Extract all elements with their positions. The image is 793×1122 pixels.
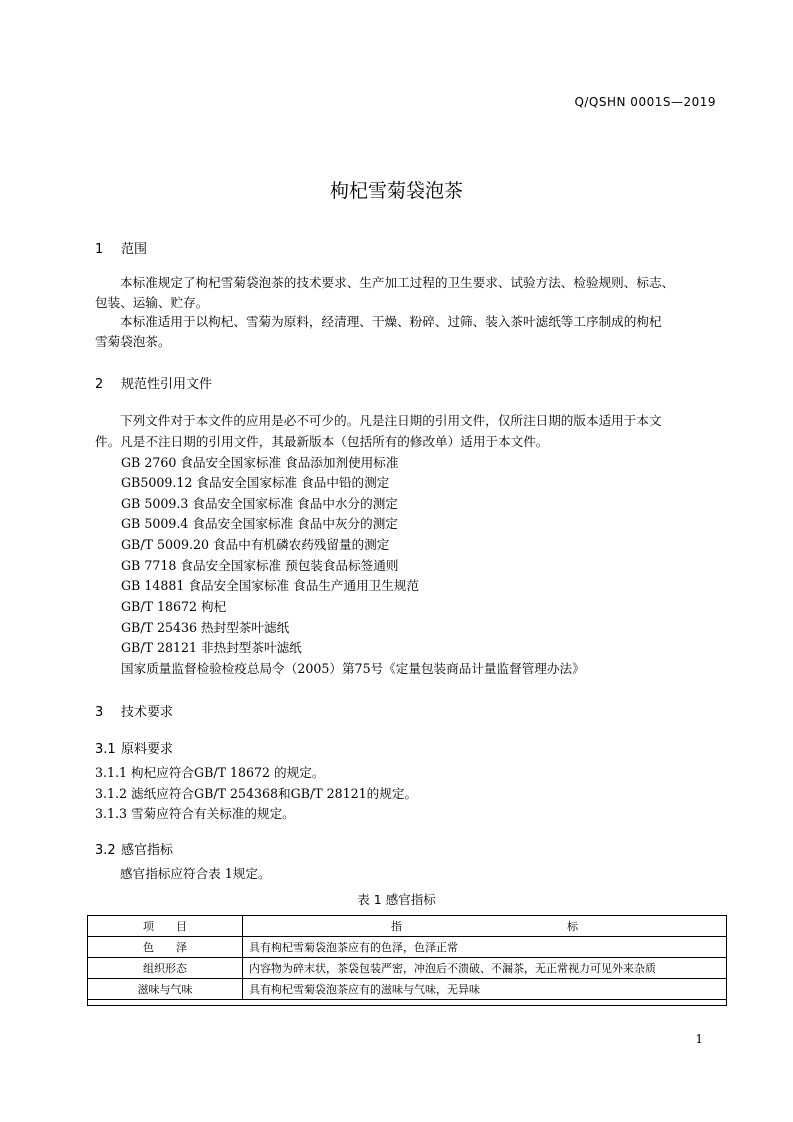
section-1-heading xyxy=(95,238,147,257)
subsection-3-2-heading xyxy=(95,839,173,858)
subsection-number: 3.2 xyxy=(95,843,116,858)
table-cell-indicator: 具有枸杞雪菊袋泡茶应有的滋味与气味，无异味 xyxy=(243,979,727,1000)
reference-item: 国家质量监督检验检疫总局令（2005）第75号《定量包装商品计量监督管理办法》 xyxy=(121,661,585,676)
reference-item: GB/T 28121 非热封型茶叶滤纸 xyxy=(121,640,302,655)
reference-item: GB/T 25436 热封型茶叶滤纸 xyxy=(121,620,290,635)
table-cell-indicator: 具有枸杞雪菊袋泡茶应有的色泽，色泽正常 xyxy=(243,937,727,958)
subsection-title: 感官指标 xyxy=(121,843,174,858)
table-header-row xyxy=(88,916,727,937)
clause-3-1-2: 3.1.2 滤纸应符合GB/T 254368和GB/T 28121的规定。 xyxy=(95,786,418,801)
reference-item: GB 2760 食品安全国家标准 食品添加剂使用标准 xyxy=(121,455,399,470)
document-title: 枸杞雪菊袋泡茶 xyxy=(329,180,463,202)
table-caption: 表 1 感官指标 xyxy=(357,892,436,907)
reference-item: GB 14881 食品安全国家标准 食品生产通用卫生规范 xyxy=(121,578,420,593)
s1-para1-line2: 包装、运输、贮存。 xyxy=(95,295,209,310)
section-title: 范围 xyxy=(121,242,148,257)
section-title: 规范性引用文件 xyxy=(121,377,213,392)
s1-para2-line2: 雪菊袋泡茶。 xyxy=(95,334,171,349)
reference-item: GB 5009.3 食品安全国家标准 食品中水分的测定 xyxy=(121,496,398,511)
subsection-title: 原料要求 xyxy=(121,742,174,757)
s1-para1-line1: 本标准规定了枸杞雪菊袋泡茶的技术要求、生产加工过程的卫生要求、试验方法、检验规则、标志、 xyxy=(120,275,675,290)
table-cell-item: 色 泽 xyxy=(88,937,243,958)
clause-3-1-1: 3.1.1 枸杞应符合GB/T 18672 的规定。 xyxy=(95,765,325,780)
s2-intro-line2: 件。凡是不注日期的引用文件，其最新版本（包括所有的修改单）适用于本文件。 xyxy=(95,434,549,449)
section-3-heading xyxy=(95,701,173,720)
reference-item: GB/T 18672 枸杞 xyxy=(121,599,227,614)
table-row xyxy=(88,937,727,958)
subsection-number: 3.1 xyxy=(95,742,116,757)
subsection-3-1-heading xyxy=(95,738,173,757)
table-row xyxy=(88,958,727,979)
sensory-indicators-table xyxy=(87,915,727,1000)
table-row xyxy=(88,979,727,1000)
reference-item: GB/T 5009.20 食品中有机磷农药残留量的测定 xyxy=(121,537,390,552)
table-header-cell: 项 目 xyxy=(88,916,243,937)
table-cell-indicator: 内容物为碎末状，茶袋包装严密，冲泡后不溃破、不漏茶，无正常视力可见外来杂质 xyxy=(243,958,727,979)
clause-3-1-3: 3.1.3 雪菊应符合有关标准的规定。 xyxy=(95,806,295,821)
standard-code: Q/QSHN 0001S—2019 xyxy=(574,95,716,109)
section-title: 技术要求 xyxy=(121,705,174,720)
section-number: 3 xyxy=(95,705,104,720)
s2-intro-line1: 下列文件对于本文件的应用是必不可少的。凡是注日期的引用文件，仅所注日期的版本适用于本文 xyxy=(120,413,662,428)
table-header-cell: 指 标 xyxy=(243,916,727,937)
reference-item: GB 5009.4 食品安全国家标准 食品中灰分的测定 xyxy=(121,516,398,531)
reference-item: GB 7718 食品安全国家标准 预包装食品标签通则 xyxy=(121,558,399,573)
s3-2-text: 感官指标应符合表 1规定。 xyxy=(120,866,271,881)
section-number: 1 xyxy=(95,242,104,257)
table-cell-item: 滋味与气味 xyxy=(88,979,243,1000)
table-cell-item: 组织形态 xyxy=(88,958,243,979)
s1-para2-line1: 本标准适用于以枸杞、雪菊为原料，经清理、干燥、粉碎、过筛、装入茶叶滤纸等工序制成的枸杞 xyxy=(120,314,662,329)
reference-item: GB5009.12 食品安全国家标准 食品中铅的测定 xyxy=(121,475,390,490)
section-2-heading xyxy=(95,373,212,392)
page-number: 1 xyxy=(695,1032,703,1046)
section-number: 2 xyxy=(95,377,104,392)
